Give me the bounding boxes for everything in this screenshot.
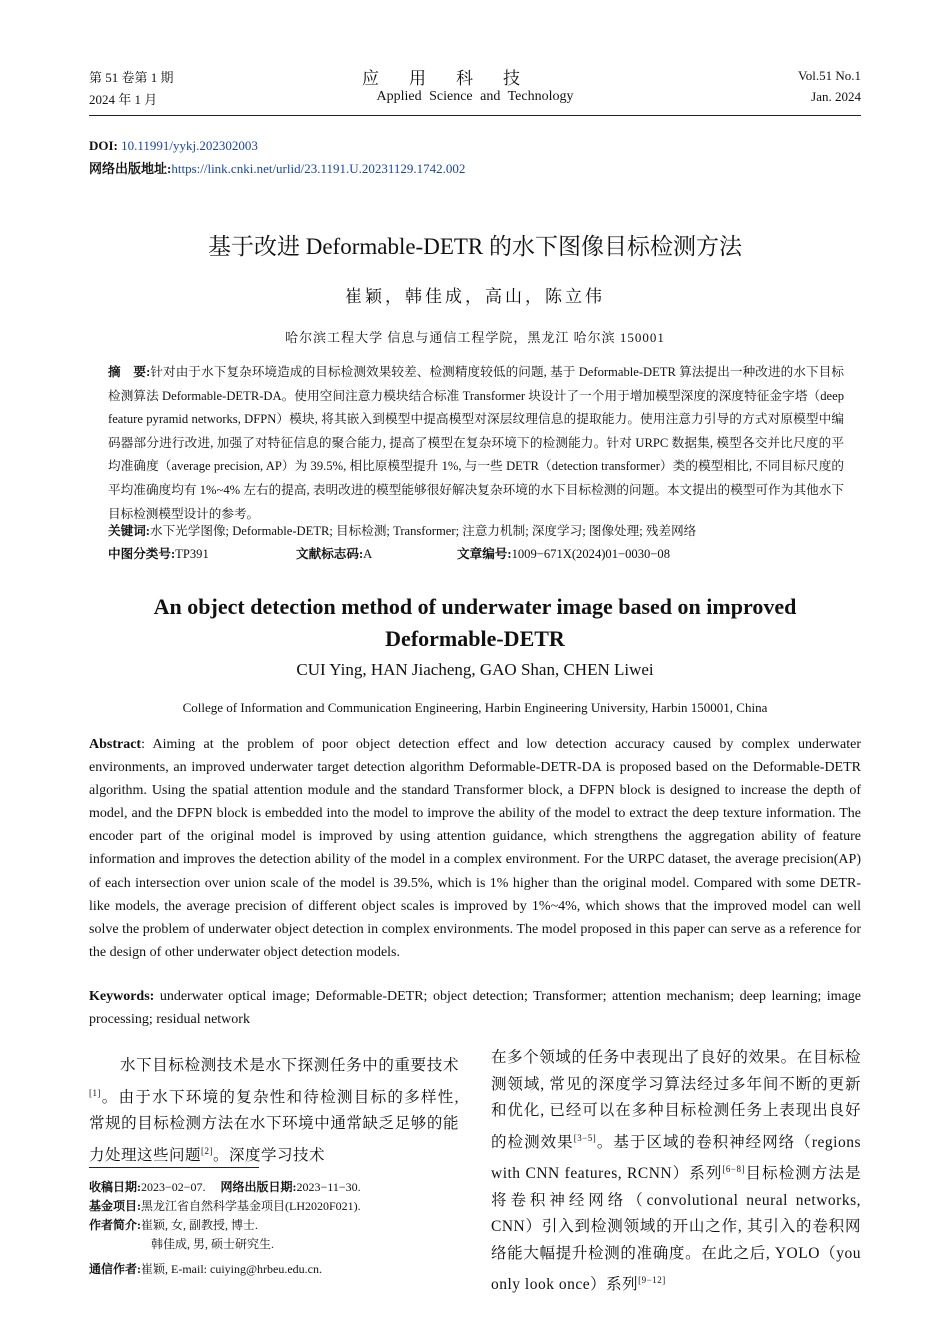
title-cn: 基于改进 Deformable-DETR 的水下图像目标检测方法 xyxy=(207,234,743,259)
body-right-text1: 在多个领域的任务中表现出了良好的效果。在目标检测领域, 常见的深度学习算法经过多年间不断的更新和优化, 已经可以在多种目标检测任务上表现出良好的检测效果 xyxy=(491,1049,861,1151)
abstract-cn xyxy=(108,361,844,526)
journal-name-cn: 应用科技 xyxy=(362,69,550,88)
doi-line xyxy=(89,138,258,154)
abstract-en xyxy=(89,733,861,964)
header-volume-en: Vol.51 No.1 xyxy=(798,68,861,83)
body-right-text2: 。基于区域的卷积神经网络（regions with CNN features, RCNN）系列 xyxy=(491,1133,861,1183)
corr-label: 通信作者: xyxy=(89,1262,141,1276)
header-date-en: Jan. 2024 xyxy=(811,89,861,104)
citation-ref[interactable]: [2] xyxy=(201,1145,214,1156)
article-value: 1009−671X(2024)01−0030−08 xyxy=(511,547,671,561)
body-left-text2: 。由于水下环境的复杂性和待检测目标的多样性, 常规的目标检测方法在水下环境中通常缺乏足够的能力处理这些问题 xyxy=(89,1088,459,1164)
doccode-value: A xyxy=(363,547,373,561)
citation-ref[interactable]: [9−12] xyxy=(638,1275,666,1286)
doi-label: DOI: xyxy=(89,138,118,153)
footnote-rule xyxy=(89,1167,259,1168)
keywords-en-text: underwater optical image; Deformable-DETR; object detection; Transformer; attention mechanism; deep learning; image processing; residual network xyxy=(89,989,861,1028)
affiliation-en: College of Information and Communication Engineering, Harbin Engineering University, Harbin 150001, China xyxy=(182,700,768,715)
body-right-column xyxy=(491,1045,861,1299)
title-en-line1: An object detection method of underwater image based on improved xyxy=(153,594,797,619)
abstract-cn-text: 针对由于水下复杂环境造成的目标检测效果较差、检测精度较低的问题, 基于 Deformable-DETR 算法提出一种改进的水下目标检测算法 Deformable-DETR-DA。使用空间注意力模块结合标准 Transformer 块设计了一个用于增加模型深度的深度特征金字塔（deep feature pyramid networks, DFPN）模块, 将其嵌入到模型中提高模型对深层纹理信息的提取能力。使用注意力引导的方式对原模型中编码器部分进行改进, 加强了对特征信息的聚合能力, 提高了模型在复杂环境下的检测能力。针对 URPC 数据集, 模型各交并比尺度的平均准确度（average precision, AP）为 39.5%, 相比原模型提升 1%, 与一些 DETR（detection transformer）类的模型相比, 不同目标尺度的平均准确度均有 1%~4% 左右的提高, 表明改进的模型能够很好解决复杂环境的水下目标检测的问题。本文提出的模型可作为其他水下目标检测模型设计的参考。 xyxy=(108,365,844,521)
class-value: TP391 xyxy=(175,547,209,561)
online-url-link[interactable]: https://link.cnki.net/urlid/23.1191.U.20231129.1742.002 xyxy=(171,161,466,176)
body-left-text3: 。深度学习技术 xyxy=(213,1146,326,1164)
article-number-line xyxy=(457,543,757,567)
online-date-value: 2023−11−30. xyxy=(296,1180,361,1194)
class-label: 中图分类号: xyxy=(108,547,176,561)
keywords-cn-label: 关键词: xyxy=(108,524,150,538)
footnote-dates xyxy=(89,1178,469,1197)
abstract-en-label: Abstract xyxy=(89,737,142,752)
abstract-cn-label: 摘 要: xyxy=(108,365,151,379)
bio-label: 作者简介: xyxy=(89,1218,141,1232)
fund-label: 基金项目: xyxy=(89,1199,141,1213)
keywords-cn-text: 水下光学图像; Deformable-DETR; 目标检测; Transformer; 注意力机制; 深度学习; 图像处理; 残差网络 xyxy=(149,524,697,538)
keywords-en xyxy=(89,985,861,1031)
online-date-label: 网络出版日期: xyxy=(220,1180,297,1194)
citation-ref[interactable]: [1] xyxy=(89,1087,101,1098)
citation-ref[interactable]: [3−5] xyxy=(573,1132,597,1143)
authors-cn: 崔颖，韩佳成，高山，陈立伟 xyxy=(345,287,605,306)
received-label: 收稿日期: xyxy=(89,1180,141,1194)
header-date-cn: 2024 年 1 月 xyxy=(89,92,158,107)
online-label: 网络出版地址: xyxy=(89,161,172,176)
header-volume: 第 51 卷第 1 期 xyxy=(89,70,174,85)
received-value: 2023−02−07. xyxy=(141,1180,206,1194)
footnote-corresponding xyxy=(89,1260,469,1279)
bio-line2: 韩佳成, 男, 硕士研究生. xyxy=(151,1237,275,1251)
header-rule xyxy=(89,115,861,116)
keywords-en-label: Keywords: xyxy=(89,989,155,1004)
authors-en: CUI Ying, HAN Jiacheng, GAO Shan, CHEN Liwei xyxy=(296,660,654,679)
bio-line1: 崔颖, 女, 副教授, 博士. xyxy=(141,1218,259,1232)
abstract-en-text: : Aiming at the problem of poor object detection effect and low detection accuracy caused by complex underwater environments, an improved underwater target detection algorithm Deformable-DETR-DA is proposed based on the Deformable-DETR algorithm. Using the spatial attention module and the standard Transformer block, a DFPN block is designed to increase the depth of model, and the DFPN block is embedded into the model to improve the ability of the model to extract the deep texture information. The encoder part of the original model is improved by using attention guidance, which strengthens the aggregation ability of feature information and improves the detection ability of the model in a complex environment. For the URPC dataset, the average precision(AP) of each intersection over union scale of the model is 39.5%, which is 1% higher than the original model. Compared with some DETR-like models, the average precision of different object scales is improved by 1%~4%, which shows that the improved model can well solve the problem of underwater object detection in complex environments. The model proposed in this paper can serve as a reference for the design of other underwater object detection models. xyxy=(89,737,861,960)
footnote-bio xyxy=(89,1216,469,1235)
fund-value: 黑龙江省自然科学基金项目(LH2020F021). xyxy=(141,1199,361,1213)
affiliation-cn: 哈尔滨工程大学 信息与通信工程学院，黑龙江 哈尔滨 150001 xyxy=(285,330,665,345)
title-en xyxy=(0,591,950,655)
doccode-label: 文献标志码: xyxy=(296,547,364,561)
online-line xyxy=(89,158,465,177)
keywords-cn xyxy=(108,520,844,544)
body-left-text1: 水下目标检测技术是水下探测任务中的重要技术 xyxy=(120,1057,459,1074)
body-left-column xyxy=(89,1053,459,1169)
citation-ref[interactable]: [6−8] xyxy=(722,1164,745,1175)
title-en-line2: Deformable-DETR xyxy=(385,626,565,651)
article-label: 文章编号: xyxy=(457,547,512,561)
footnote xyxy=(89,1178,469,1279)
body-right-text3: 目标检测方法是将卷积神经网络（convolutional neural networks, CNN）引入到检测领域的开山之作, 其引入的卷积网络能大幅提升检测的准确度。在此之后, YOLO（you only look once）系列 xyxy=(491,1165,861,1294)
journal-name-en: Applied Science and Technology xyxy=(376,89,574,104)
footnote-fund xyxy=(89,1197,469,1216)
doi-link[interactable]: 10.11991/yykj.202302003 xyxy=(121,138,258,153)
corr-value: 崔颖, E-mail: cuiying@hrbeu.edu.cn. xyxy=(141,1262,323,1276)
